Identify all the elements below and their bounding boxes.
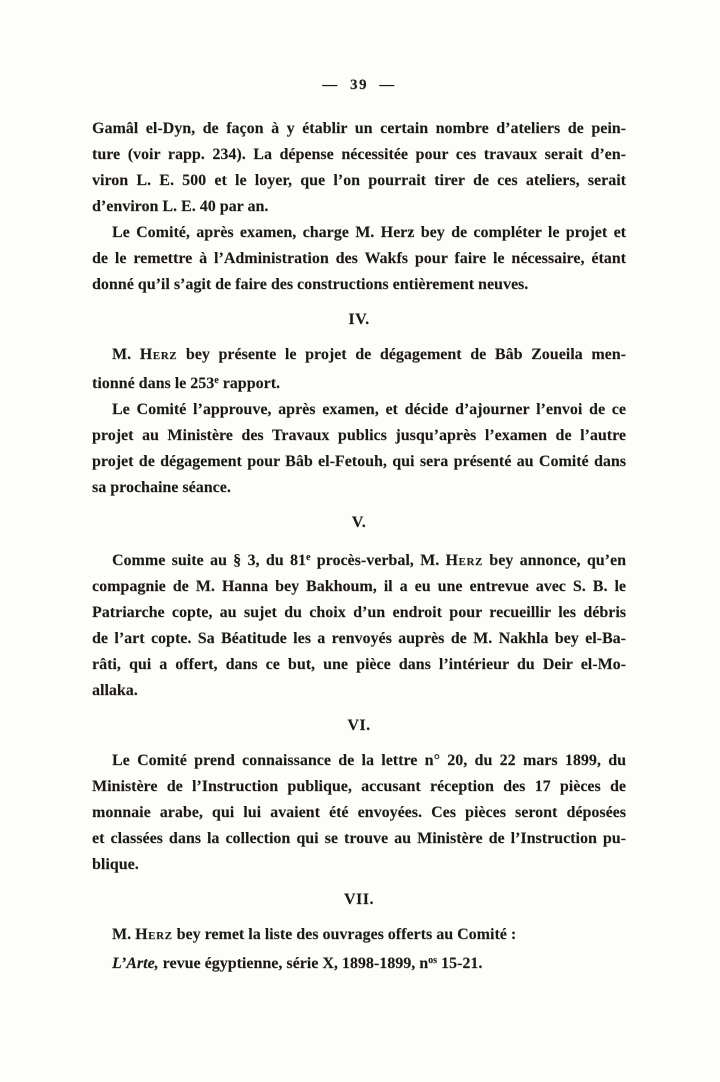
text-segment: rapport. xyxy=(218,375,281,392)
paragraph xyxy=(92,922,626,948)
text-line xyxy=(92,168,626,194)
text-line xyxy=(92,142,626,168)
text-segment: ture (voir rapp. 234). La dépense nécessitée pour ces travaux serait d’en- xyxy=(92,146,626,163)
text-segment: M. xyxy=(112,926,136,943)
text-segment: viron L. E. 500 et le loyer, que l’on pourrait tirer de ces ateliers, serait xyxy=(92,172,626,189)
text-line xyxy=(92,948,626,977)
text-line xyxy=(92,342,626,368)
text-line xyxy=(92,220,626,246)
text-segment: Ministère de l’Instruction publique, accusant réception des 17 pièces de xyxy=(92,778,626,795)
text-segment: Patriarche copte, au sujet du choix d’un endroit pour recueillir les débris xyxy=(92,604,626,621)
text-line xyxy=(92,368,626,397)
text-segment: procès-verbal, M. xyxy=(310,552,446,569)
paragraph xyxy=(92,342,626,397)
text-segment: Herz xyxy=(139,346,178,363)
text-segment: Herz xyxy=(445,552,483,569)
text-segment: bey remet la liste des ouvrages offerts au Comité : xyxy=(172,926,517,943)
paragraph xyxy=(92,948,626,977)
text-segment: sa prochaine séance. xyxy=(92,479,231,496)
text-segment: Comme suite au § 3, du 81 xyxy=(112,552,306,569)
text-line xyxy=(92,475,626,501)
text-segment: blique. xyxy=(92,856,139,873)
text-line xyxy=(92,574,626,600)
text-segment: allaka. xyxy=(92,682,138,699)
text-segment: râti, qui a offert, dans ce but, une pièce dans l’intérieur du Deir el-Mo- xyxy=(92,656,626,673)
paragraph xyxy=(92,748,626,878)
text-segment: de le remettre à l’Administration des Wakfs pour faire le nécessaire, étant xyxy=(92,250,626,267)
text-segment: Le Comité prend connaissance de la lettre n° 20, du 22 mars 1899, du xyxy=(112,752,626,769)
text-segment: Gamâl el-Dyn, de façon à y établir un certain nombre d’ateliers de pein- xyxy=(92,120,626,137)
text-segment: L’Arte, xyxy=(112,955,159,972)
text-segment: Le Comité l’approuve, après examen, et décide d’ajourner l’envoi de ce xyxy=(112,401,626,418)
text-line xyxy=(92,652,626,678)
text-line xyxy=(92,116,626,142)
text-line xyxy=(92,774,626,800)
text-line xyxy=(92,246,626,272)
text-segment: bey présente le projet de dégagement de Bâb Zoueila men- xyxy=(177,346,626,363)
text-line xyxy=(92,397,626,423)
paragraph xyxy=(92,397,626,501)
page-number-header: — 39 — xyxy=(322,77,396,93)
text-segment: bey annonce, qu’en xyxy=(482,552,626,569)
section-heading: V. xyxy=(351,514,367,531)
text-line xyxy=(92,449,626,475)
section-heading: VI. xyxy=(347,717,371,734)
text-segment: Herz xyxy=(135,926,173,943)
text-segment: et classées dans la collection qui se trouve au Ministère de l’Instruction pu- xyxy=(92,830,626,847)
text-line xyxy=(92,678,626,704)
text-segment: compagnie de M. Hanna bey Bakhoum, il a eu une entrevue avec S. B. le xyxy=(92,578,626,595)
text-segment: tionné dans le 253 xyxy=(92,375,215,392)
text-line xyxy=(92,194,626,220)
text-line xyxy=(92,748,626,774)
text-line xyxy=(92,626,626,652)
section-heading: VII. xyxy=(343,891,374,908)
text-segment: 15-21. xyxy=(437,955,483,972)
text-segment: donné qu’il s’agit de faire des constructions entièrement neuves. xyxy=(92,276,529,293)
text-line xyxy=(92,826,626,852)
paragraph xyxy=(92,116,626,220)
paragraph xyxy=(92,545,626,704)
text-segment: Le Comité, après examen, charge M. Herz bey de compléter le projet et xyxy=(112,224,626,241)
text-line xyxy=(92,272,626,298)
text-segment: projet de dégagement pour Bâb el-Fetouh, qui sera présenté au Comité dans xyxy=(92,453,626,470)
section-heading: IV. xyxy=(348,311,370,328)
text-line xyxy=(92,600,626,626)
text-segment: os xyxy=(428,955,438,966)
text-segment: M. xyxy=(112,346,140,363)
text-line xyxy=(92,800,626,826)
text-segment: monnaie arabe, qui lui avaient été envoyées. Ces pièces seront déposées xyxy=(92,804,626,821)
text-segment: e xyxy=(305,552,311,563)
text-line xyxy=(92,922,626,948)
text-segment: e xyxy=(214,375,219,386)
text-segment: d’environ L. E. 40 par an. xyxy=(92,198,269,215)
text-line xyxy=(92,545,626,574)
text-segment: projet au Ministère des Travaux publics jusqu’après l’examen de l’autre xyxy=(92,427,626,444)
text-block xyxy=(92,116,626,977)
text-line xyxy=(92,423,626,449)
paragraph xyxy=(92,220,626,298)
text-segment: de l’art copte. Sa Béatitude les a renvoyés auprès de M. Nakhla bey el-Ba- xyxy=(92,630,626,647)
text-line xyxy=(92,852,626,878)
text-segment: revue égyptienne, série X, 1898-1899, n xyxy=(158,955,429,972)
